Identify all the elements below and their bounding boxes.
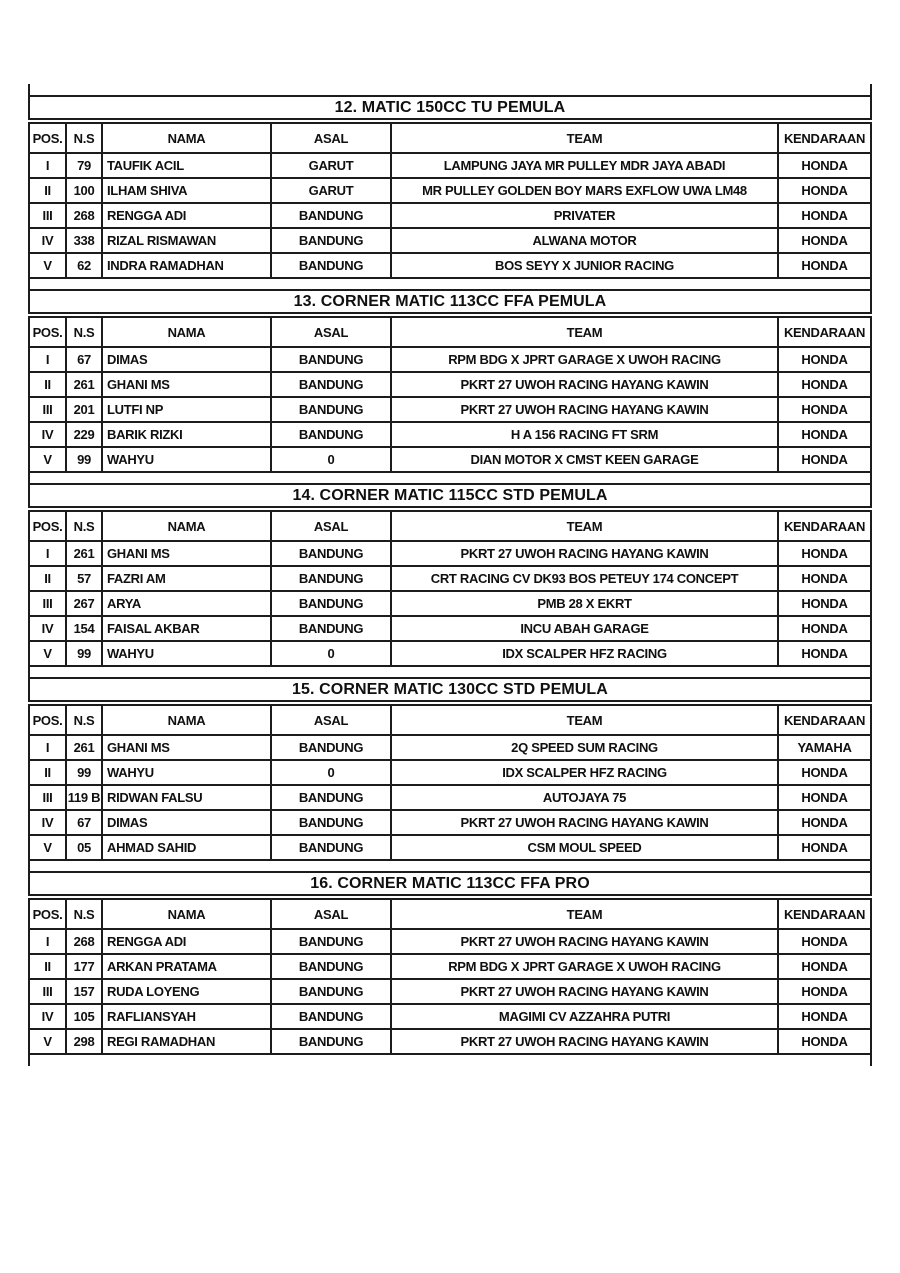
table-row (28, 809, 870, 834)
cell-position: III (28, 592, 65, 615)
results-table (28, 704, 872, 861)
cell-origin: BANDUNG (270, 955, 390, 978)
cell-team: BOS SEYY X JUNIOR RACING (390, 254, 777, 277)
column-header-pos: POS. (28, 706, 65, 734)
table-row (28, 759, 870, 784)
section-spacer (28, 473, 872, 483)
cell-name: RIDWAN FALSU (101, 786, 270, 809)
column-header-kendaraan: KENDARAAN (777, 318, 870, 346)
column-header-ns: N.S (65, 706, 101, 734)
cell-name: BARIK RIZKI (101, 423, 270, 446)
column-header-asal: ASAL (270, 124, 390, 152)
cell-team: IDX SCALPER HFZ RACING (390, 761, 777, 784)
cell-position: I (28, 348, 65, 371)
cell-vehicle: HONDA (777, 955, 870, 978)
cell-team: MR PULLEY GOLDEN BOY MARS EXFLOW UWA LM48 (390, 179, 777, 202)
cell-vehicle: HONDA (777, 448, 870, 471)
column-header-nama: NAMA (101, 124, 270, 152)
cell-name: LUTFI NP (101, 398, 270, 421)
cell-team: RPM BDG X JPRT GARAGE X UWOH RACING (390, 348, 777, 371)
cell-vehicle: HONDA (777, 398, 870, 421)
table-row (28, 565, 870, 590)
cell-name: RIZAL RISMAWAN (101, 229, 270, 252)
table-row (28, 1003, 870, 1028)
results-table (28, 510, 872, 667)
cell-name: FAISAL AKBAR (101, 617, 270, 640)
table-row (28, 978, 870, 1003)
section-title: 14. CORNER MATIC 115CC STD PEMULA (28, 483, 872, 508)
cell-name: REGI RAMADHAN (101, 1030, 270, 1053)
column-header-team: TEAM (390, 318, 777, 346)
cell-origin: BANDUNG (270, 617, 390, 640)
cell-origin: BANDUNG (270, 423, 390, 446)
cell-vehicle: HONDA (777, 1030, 870, 1053)
cell-name: RENGGA ADI (101, 930, 270, 953)
results-sheet (28, 84, 872, 1066)
cell-team: PKRT 27 UWOH RACING HAYANG KAWIN (390, 373, 777, 396)
cell-origin: 0 (270, 642, 390, 665)
cell-name: GHANI MS (101, 542, 270, 565)
cell-number: 268 (65, 930, 101, 953)
cell-name: RAFLIANSYAH (101, 1005, 270, 1028)
cell-number: 119 B (65, 786, 101, 809)
cell-position: V (28, 1030, 65, 1053)
cell-number: 261 (65, 736, 101, 759)
cell-team: IDX SCALPER HFZ RACING (390, 642, 777, 665)
cell-origin: BANDUNG (270, 254, 390, 277)
cell-origin: BANDUNG (270, 786, 390, 809)
cell-origin: BANDUNG (270, 567, 390, 590)
column-header-pos: POS. (28, 900, 65, 928)
cell-vehicle: HONDA (777, 423, 870, 446)
cell-vehicle: HONDA (777, 617, 870, 640)
column-header-pos: POS. (28, 318, 65, 346)
section-title: 13. CORNER MATIC 113CC FFA PEMULA (28, 289, 872, 314)
column-header-pos: POS. (28, 124, 65, 152)
cell-vehicle: HONDA (777, 930, 870, 953)
cell-origin: BANDUNG (270, 980, 390, 1003)
table-row (28, 252, 870, 277)
cell-position: V (28, 448, 65, 471)
cell-position: III (28, 786, 65, 809)
column-header-ns: N.S (65, 124, 101, 152)
cell-origin: 0 (270, 761, 390, 784)
top-edge-tick (28, 84, 872, 95)
cell-vehicle: HONDA (777, 348, 870, 371)
results-table (28, 898, 872, 1055)
cell-origin: BANDUNG (270, 1030, 390, 1053)
cell-origin: BANDUNG (270, 592, 390, 615)
cell-vehicle: HONDA (777, 980, 870, 1003)
race-section (28, 871, 872, 1055)
cell-position: I (28, 930, 65, 953)
cell-origin: BANDUNG (270, 229, 390, 252)
cell-vehicle: HONDA (777, 836, 870, 859)
table-row (28, 640, 870, 665)
table-row (28, 834, 870, 859)
cell-vehicle: HONDA (777, 786, 870, 809)
cell-vehicle: HONDA (777, 1005, 870, 1028)
cell-origin: BANDUNG (270, 373, 390, 396)
sections-container (28, 95, 872, 1055)
cell-name: WAHYU (101, 448, 270, 471)
table-row (28, 346, 870, 371)
cell-position: IV (28, 423, 65, 446)
cell-number: 05 (65, 836, 101, 859)
cell-name: WAHYU (101, 761, 270, 784)
bottom-edge-tick (28, 1055, 872, 1066)
cell-name: INDRA RAMADHAN (101, 254, 270, 277)
cell-team: LAMPUNG JAYA MR PULLEY MDR JAYA ABADI (390, 154, 777, 177)
race-section (28, 483, 872, 667)
cell-position: V (28, 836, 65, 859)
cell-origin: 0 (270, 448, 390, 471)
column-header-asal: ASAL (270, 900, 390, 928)
cell-position: III (28, 980, 65, 1003)
cell-team: DIAN MOTOR X CMST KEEN GARAGE (390, 448, 777, 471)
cell-origin: BANDUNG (270, 736, 390, 759)
race-section (28, 677, 872, 861)
cell-team: H A 156 RACING FT SRM (390, 423, 777, 446)
table-row (28, 421, 870, 446)
cell-team: PKRT 27 UWOH RACING HAYANG KAWIN (390, 542, 777, 565)
cell-origin: BANDUNG (270, 930, 390, 953)
cell-number: 268 (65, 204, 101, 227)
section-title: 15. CORNER MATIC 130CC STD PEMULA (28, 677, 872, 702)
cell-name: ARKAN PRATAMA (101, 955, 270, 978)
cell-origin: BANDUNG (270, 542, 390, 565)
cell-name: RENGGA ADI (101, 204, 270, 227)
section-spacer (28, 279, 872, 289)
cell-name: DIMAS (101, 348, 270, 371)
cell-name: ARYA (101, 592, 270, 615)
column-header-pos: POS. (28, 512, 65, 540)
cell-number: 261 (65, 373, 101, 396)
cell-team: PKRT 27 UWOH RACING HAYANG KAWIN (390, 811, 777, 834)
cell-origin: BANDUNG (270, 836, 390, 859)
cell-number: 177 (65, 955, 101, 978)
column-header-kendaraan: KENDARAAN (777, 900, 870, 928)
cell-origin: BANDUNG (270, 204, 390, 227)
table-header-row (28, 704, 870, 734)
column-header-nama: NAMA (101, 706, 270, 734)
cell-number: 261 (65, 542, 101, 565)
cell-number: 157 (65, 980, 101, 1003)
cell-vehicle: HONDA (777, 592, 870, 615)
table-row (28, 202, 870, 227)
column-header-asal: ASAL (270, 512, 390, 540)
cell-team: CSM MOUL SPEED (390, 836, 777, 859)
cell-vehicle: HONDA (777, 811, 870, 834)
cell-position: I (28, 542, 65, 565)
cell-origin: BANDUNG (270, 811, 390, 834)
column-header-asal: ASAL (270, 318, 390, 346)
cell-position: IV (28, 811, 65, 834)
table-row (28, 227, 870, 252)
cell-team: PKRT 27 UWOH RACING HAYANG KAWIN (390, 930, 777, 953)
section-spacer (28, 861, 872, 871)
column-header-team: TEAM (390, 512, 777, 540)
cell-number: 229 (65, 423, 101, 446)
cell-position: I (28, 736, 65, 759)
column-header-nama: NAMA (101, 318, 270, 346)
cell-team: PMB 28 X EKRT (390, 592, 777, 615)
cell-origin: BANDUNG (270, 398, 390, 421)
cell-vehicle: HONDA (777, 254, 870, 277)
cell-number: 338 (65, 229, 101, 252)
cell-origin: BANDUNG (270, 348, 390, 371)
cell-number: 99 (65, 642, 101, 665)
cell-number: 79 (65, 154, 101, 177)
column-header-team: TEAM (390, 706, 777, 734)
column-header-ns: N.S (65, 900, 101, 928)
table-header-row (28, 122, 870, 152)
race-section (28, 95, 872, 279)
results-table (28, 122, 872, 279)
cell-name: DIMAS (101, 811, 270, 834)
table-row (28, 784, 870, 809)
cell-number: 105 (65, 1005, 101, 1028)
cell-vehicle: HONDA (777, 642, 870, 665)
cell-number: 154 (65, 617, 101, 640)
column-header-nama: NAMA (101, 512, 270, 540)
cell-vehicle: HONDA (777, 204, 870, 227)
cell-number: 67 (65, 348, 101, 371)
cell-number: 67 (65, 811, 101, 834)
cell-vehicle: HONDA (777, 761, 870, 784)
cell-position: II (28, 955, 65, 978)
cell-position: V (28, 642, 65, 665)
section-spacer (28, 667, 872, 677)
cell-number: 99 (65, 448, 101, 471)
table-row (28, 928, 870, 953)
cell-vehicle: HONDA (777, 229, 870, 252)
column-header-kendaraan: KENDARAAN (777, 706, 870, 734)
cell-name: WAHYU (101, 642, 270, 665)
cell-position: IV (28, 1005, 65, 1028)
cell-number: 298 (65, 1030, 101, 1053)
cell-vehicle: HONDA (777, 179, 870, 202)
cell-position: II (28, 373, 65, 396)
table-header-row (28, 316, 870, 346)
cell-vehicle: HONDA (777, 373, 870, 396)
table-row (28, 371, 870, 396)
cell-number: 57 (65, 567, 101, 590)
cell-number: 100 (65, 179, 101, 202)
cell-number: 99 (65, 761, 101, 784)
race-section (28, 289, 872, 473)
column-header-kendaraan: KENDARAAN (777, 512, 870, 540)
cell-team: PKRT 27 UWOH RACING HAYANG KAWIN (390, 398, 777, 421)
cell-position: I (28, 154, 65, 177)
cell-position: V (28, 254, 65, 277)
cell-team: RPM BDG X JPRT GARAGE X UWOH RACING (390, 955, 777, 978)
table-row (28, 734, 870, 759)
table-row (28, 540, 870, 565)
results-table (28, 316, 872, 473)
cell-team: PKRT 27 UWOH RACING HAYANG KAWIN (390, 980, 777, 1003)
section-title: 12. MATIC 150CC TU PEMULA (28, 95, 872, 120)
cell-vehicle: HONDA (777, 542, 870, 565)
column-header-ns: N.S (65, 512, 101, 540)
cell-team: MAGIMI CV AZZAHRA PUTRI (390, 1005, 777, 1028)
cell-position: IV (28, 617, 65, 640)
cell-position: II (28, 567, 65, 590)
column-header-team: TEAM (390, 124, 777, 152)
table-row (28, 1028, 870, 1053)
column-header-ns: N.S (65, 318, 101, 346)
cell-origin: GARUT (270, 154, 390, 177)
cell-vehicle: YAMAHA (777, 736, 870, 759)
column-header-kendaraan: KENDARAAN (777, 124, 870, 152)
cell-name: GHANI MS (101, 736, 270, 759)
cell-team: INCU ABAH GARAGE (390, 617, 777, 640)
cell-vehicle: HONDA (777, 154, 870, 177)
table-row (28, 396, 870, 421)
cell-number: 201 (65, 398, 101, 421)
cell-number: 62 (65, 254, 101, 277)
table-row (28, 446, 870, 471)
table-row (28, 152, 870, 177)
table-row (28, 177, 870, 202)
cell-position: II (28, 179, 65, 202)
column-header-asal: ASAL (270, 706, 390, 734)
cell-name: TAUFIK ACIL (101, 154, 270, 177)
cell-team: AUTOJAYA 75 (390, 786, 777, 809)
cell-vehicle: HONDA (777, 567, 870, 590)
cell-position: II (28, 761, 65, 784)
table-row (28, 615, 870, 640)
table-header-row (28, 898, 870, 928)
cell-origin: BANDUNG (270, 1005, 390, 1028)
cell-team: CRT RACING CV DK93 BOS PETEUY 174 CONCEPT (390, 567, 777, 590)
column-header-team: TEAM (390, 900, 777, 928)
cell-origin: GARUT (270, 179, 390, 202)
cell-team: 2Q SPEED SUM RACING (390, 736, 777, 759)
cell-team: PRIVATER (390, 204, 777, 227)
cell-team: ALWANA MOTOR (390, 229, 777, 252)
cell-name: GHANI MS (101, 373, 270, 396)
cell-team: PKRT 27 UWOH RACING HAYANG KAWIN (390, 1030, 777, 1053)
cell-position: III (28, 398, 65, 421)
section-title: 16. CORNER MATIC 113CC FFA PRO (28, 871, 872, 896)
cell-name: FAZRI AM (101, 567, 270, 590)
column-header-nama: NAMA (101, 900, 270, 928)
table-row (28, 953, 870, 978)
cell-position: IV (28, 229, 65, 252)
table-header-row (28, 510, 870, 540)
cell-position: III (28, 204, 65, 227)
cell-name: AHMAD SAHID (101, 836, 270, 859)
table-row (28, 590, 870, 615)
cell-name: ILHAM SHIVA (101, 179, 270, 202)
cell-number: 267 (65, 592, 101, 615)
cell-name: RUDA LOYENG (101, 980, 270, 1003)
